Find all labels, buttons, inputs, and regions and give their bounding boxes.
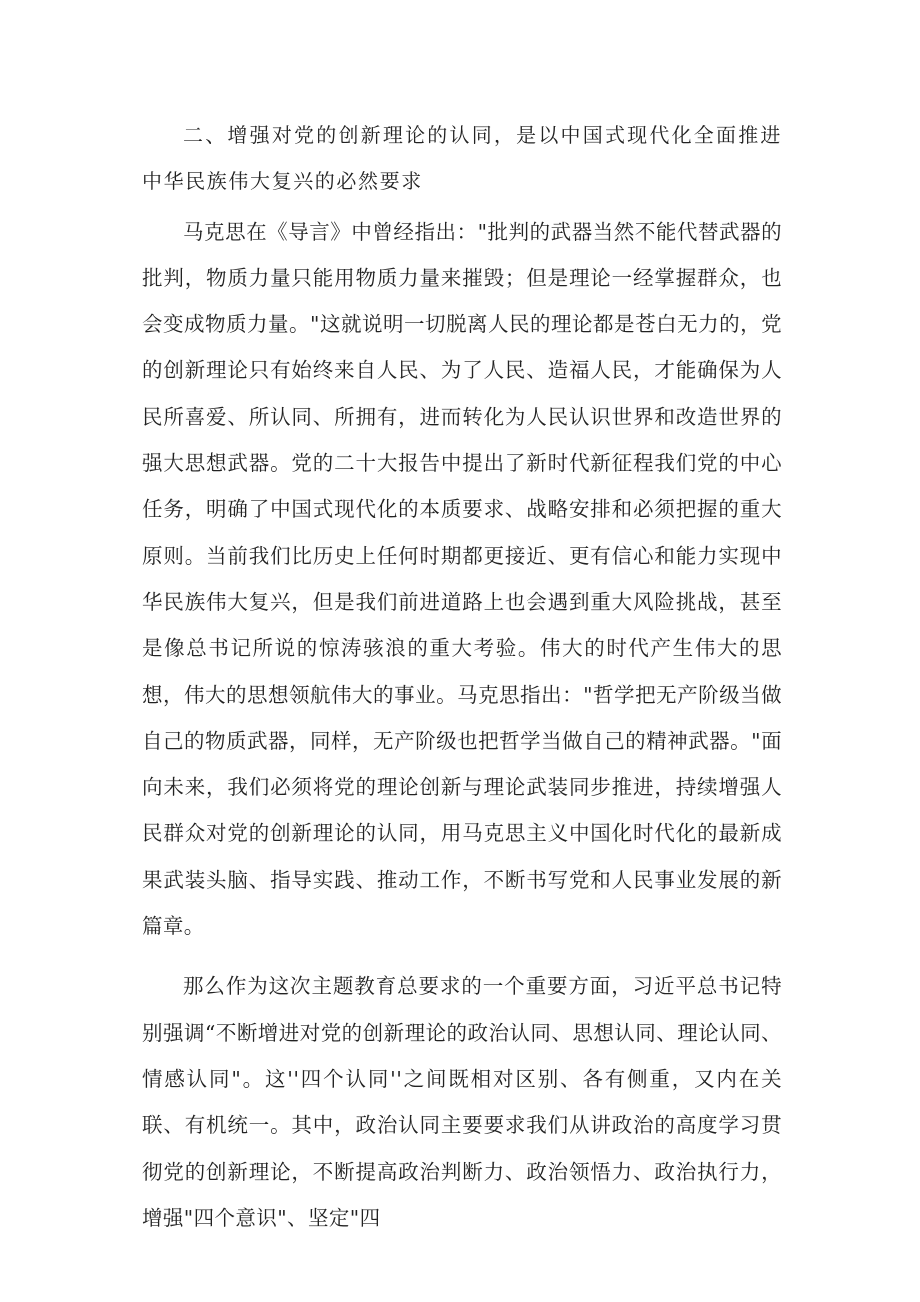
body-paragraph: 马克思在《导言》中曾经指出："批判的武器当然不能代替武器的批判，物质力量只能用物质力量来摧毁；但是理论一经掌握群众，也会变成物质力量。"这就说明一切脱离人民的理论都是苍白无力的，党的创新理论只有始终来自人民、为了人民、造福人民，才能确保为人民所喜爱、所认同、所拥有，进而转化为人民认识世界和改造世界的强大思想武器。党的二十大报告中提出了新时代新征程我们党的中心任务，明确了中国式现代化的本质要求、战略安排和必须把握的重大原则。当前我们比历史上任何时期都更接近、更有信心和能力实现中华民族伟大复兴，但是我们前进道路上也会遇到重大风险挑战，甚至是像总书记所说的惊涛骇浪的重大考验。伟大的时代产生伟大的思想，伟大的思想领航伟大的事业。马克思指出："哲学把无产阶级当做自己的物质武器，同样，无产阶级也把哲学当做自己的精神武器。"面向未来，我们必须将党的理论创新与理论武装同步推进，持续增强人民群众对党的创新理论的认同，用马克思主义中国化时代化的最新成果武装头脑、指导实践、推动工作，不断书写党和人民事业发展的新篇章。 [142, 219, 782, 939]
body-paragraph: 那么作为这次主题教育总要求的一个重要方面，习近平总书记特别强调“不断增进对党的创新理论的政治认同、思想认同、理论认同、情感认同"。这''四个认同''之间既相对区别、各有侧重，又内在关联、有机统一。其中，政治认同主要要求我们从讲政治的高度学习贯彻党的创新理论，不断提高政治判断力、政治领悟力、政治执行力，增强"四个意识"、坚定"四 [142, 974, 782, 1230]
document-body [142, 112, 782, 1241]
section-heading: 二、增强对党的创新理论的认同，是以中国式现代化全面推进中华民族伟大复兴的必然要求 [142, 123, 782, 194]
